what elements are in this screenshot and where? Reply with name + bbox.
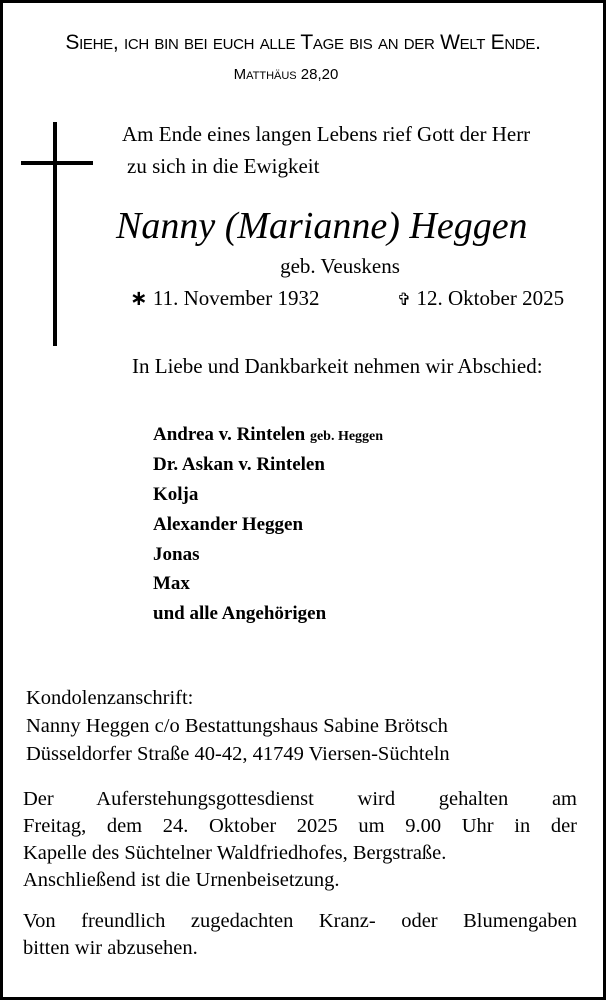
mourner: Alexander Heggen — [153, 514, 304, 535]
bible-reference: Matthäus 28,20 — [233, 66, 339, 83]
bible-verse: Siehe, ich bin bei euch alle Tage bis an der Welt Ende. — [65, 31, 541, 54]
mourner: Jonas — [153, 544, 200, 565]
mourner: Dr. Askan v. Rintelen — [153, 454, 325, 475]
service-info: Der Auferstehungsgottesdienst wird gehalten am Freitag, dem 24. Oktober 2025 um 9.00 Uhr in der Kapelle des Süchtelner Waldfriedhofes, Bergstraße. Anschließend ist die Urnenbeisetzung. — [23, 788, 577, 891]
maiden-name: geb. Veuskens — [280, 254, 400, 278]
mourner: und alle Angehörigen — [153, 603, 327, 624]
mourner: Andrea v. Rintelen geb. Heggen — [153, 424, 384, 445]
birth-date: ∗ 11. November 1932 — [130, 286, 320, 310]
death-date: ✞ 12. Oktober 2025 — [397, 286, 565, 310]
deceased-name: Nanny (Marianne) Heggen — [116, 205, 528, 247]
mourner: Max — [153, 573, 190, 594]
intro-line-1: Am Ende eines langen Lebens rief Gott der Herr — [122, 122, 531, 146]
flowers-note: Von freundlich zugedachten Kranz- oder Blumengaben bitten wir abzusehen. — [23, 910, 577, 959]
death-cross-icon: ✞ — [397, 290, 412, 310]
condolence-address: Kondolenzanschrift: Nanny Heggen c/o Bestattungshaus Sabine Brötsch Düsseldorfer Straße 40-42, 41749 Viersen-Süchteln — [26, 687, 450, 765]
farewell-line: In Liebe und Dankbarkeit nehmen wir Abschied: — [132, 354, 543, 378]
birth-star-icon: ∗ — [130, 286, 148, 310]
mourner: Kolja — [153, 484, 199, 505]
intro-line-2: zu sich in die Ewigkeit — [127, 154, 320, 178]
